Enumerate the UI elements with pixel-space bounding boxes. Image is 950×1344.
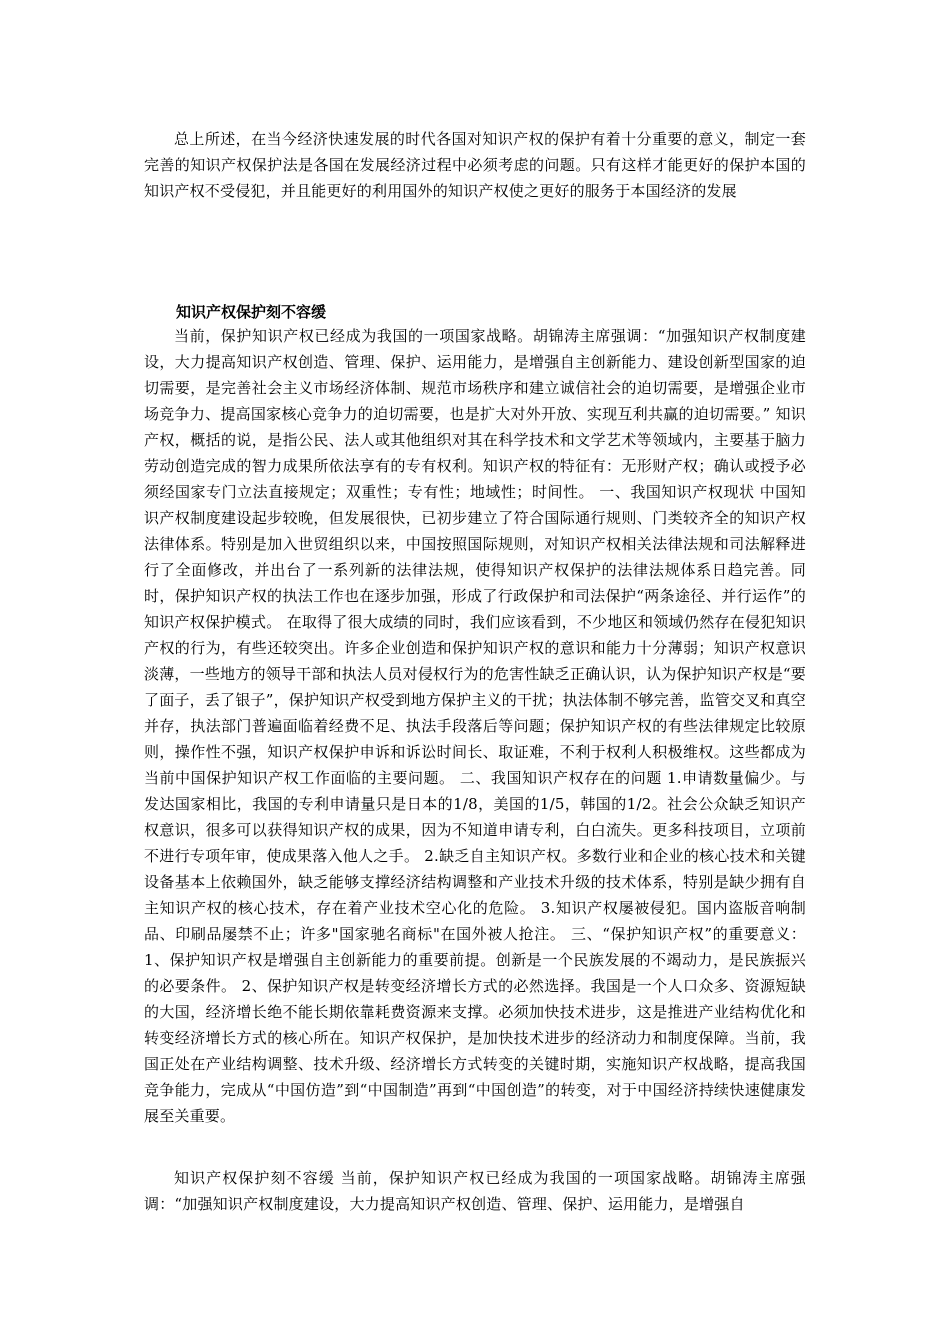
summary-paragraph: 总上所述，在当今经济快速发展的时代各国对知识产权的保护有着十分重要的意义，制定一套完善的知识产权保护法是各国在发展经济过程中必须考虑的问题。只有这样才能更好的保护本国的知识产权不受侵犯，并且能更好的利用国外的知识产权使之更好的服务于本国经济的发展 xyxy=(144,130,806,200)
body-paragraph: 当前，保护知识产权已经成为我国的一项国家战略。胡锦涛主席强调：“加强知识产权制度建设，大力提高知识产权创造、管理、保护、运用能力，是增强自主创新能力、建设创新型国家的迫切需要，是完善社会主义市场经济体制、规范市场秩序和建立诚信社会的迫切需要，是增强企业市场竞争力、提高国家核心竞争力的迫切需要，也是扩大对外开放、实现互利共赢的迫切需要。” 知识产权，概括的说，是指公民、法人或其他组织对其在科学技术和文学艺术等领域内，主要基于脑力劳动创造完成的智力成果所依法享有的专有权利。知识产权的特征有：无形财产权；确认或授予必须经国家专门立法直接规定；双重性；专有性；地域性；时间性。 一、我国知识产权现状 中国知识产权制度建设起步较晚，但发展很快，已初步建立了符合国际通行规则、门类较齐全的知识产权法律体系。特别是加入世贸组织以来，中国按照国际规则，对知识产权相关法律法规和司法解释进行了全面修改，并出台了一系列新的法律法规，使得知识产权保护的法律法规体系日趋完善。同时，保护知识产权的执法工作也在逐步加强，形成了行政保护和司法保护“两条途径、并行运作”的知识产权保护模式。 在取得了很大成绩的同时，我们应该看到，不少地区和领域仍然存在侵犯知识产权的行为，有些还较突出。许多企业创造和保护知识产权的意识和能力十分薄弱；知识产权意识淡薄，一些地方的领导干部和执法人员对侵权行为的危害性缺乏正确认识，认为保护知识产权是“要了面子，丢了银子”，保护知识产权受到地方保护主义的干扰；执法体制不够完善，监管交叉和真空并存，执法部门普遍面临着经费不足、执法手段落后等问题；保护知识产权的有些法律规定比较原则，操作性不强，知识产权保护申诉和诉讼时间长、取证难，不利于权利人积极维权。这些都成为当前中国保护知识产权工作面临的主要问题。 二、我国知识产权存在的问题 1.申请数量偏少。与发达国家相比，我国的专利申请量只是日本的1/8，美国的1/5，韩国的1/2。社会公众缺乏知识产权意识，很多可以获得知识产权的成果，因为不知道申请专利，白白流失。更多科技项目，立项前不进行专项年审，使成果落入他人之手。 2.缺乏自主知识产权。多数行业和企业的核心技术和关键设备基本上依赖国外，缺乏能够支撑经济结构调整和产业技术升级的技术体系，特别是缺少拥有自主知识产权的核心技术，存在着产业技术空心化的危险。 3.知识产权屡被侵犯。国内盗版音响制品、印刷品屡禁不止；许多"国家驰名商标"在国外被人抢注。 三、“保护知识产权”的重要意义：1、保护知识产权是增强自主创新能力的重要前提。创新是一个民族发展的不竭动力，是民族振兴的必要条件。 2、保护知识产权是转变经济增长方式的必然选择。我国是一个人口众多、资源短缺的大国，经济增长绝不能长期依靠耗费资源来支撑。必须加快技术进步，这是推进产业结构优化和转变经济增长方式的核心所在。知识产权保护，是加快技术进步的经济动力和制度保障。当前，我国正处在产业结构调整、技术升级、经济增长方式转变的关键时期，实施知识产权战略，提高我国竞争能力，完成从“中国仿造”到“中国制造”再到“中国创造”的转变，对于中国经济持续快速健康发展至关重要。 xyxy=(144,327,806,1125)
section-heading: 知识产权保护刻不容缓 xyxy=(176,303,327,321)
bottom-paragraph: 知识产权保护刻不容缓 当前，保护知识产权已经成为我国的一项国家战略。胡锦涛主席强调：“加强知识产权制度建设，大力提高知识产权创造、管理、保护、运用能力，是增强自 xyxy=(144,1169,806,1213)
